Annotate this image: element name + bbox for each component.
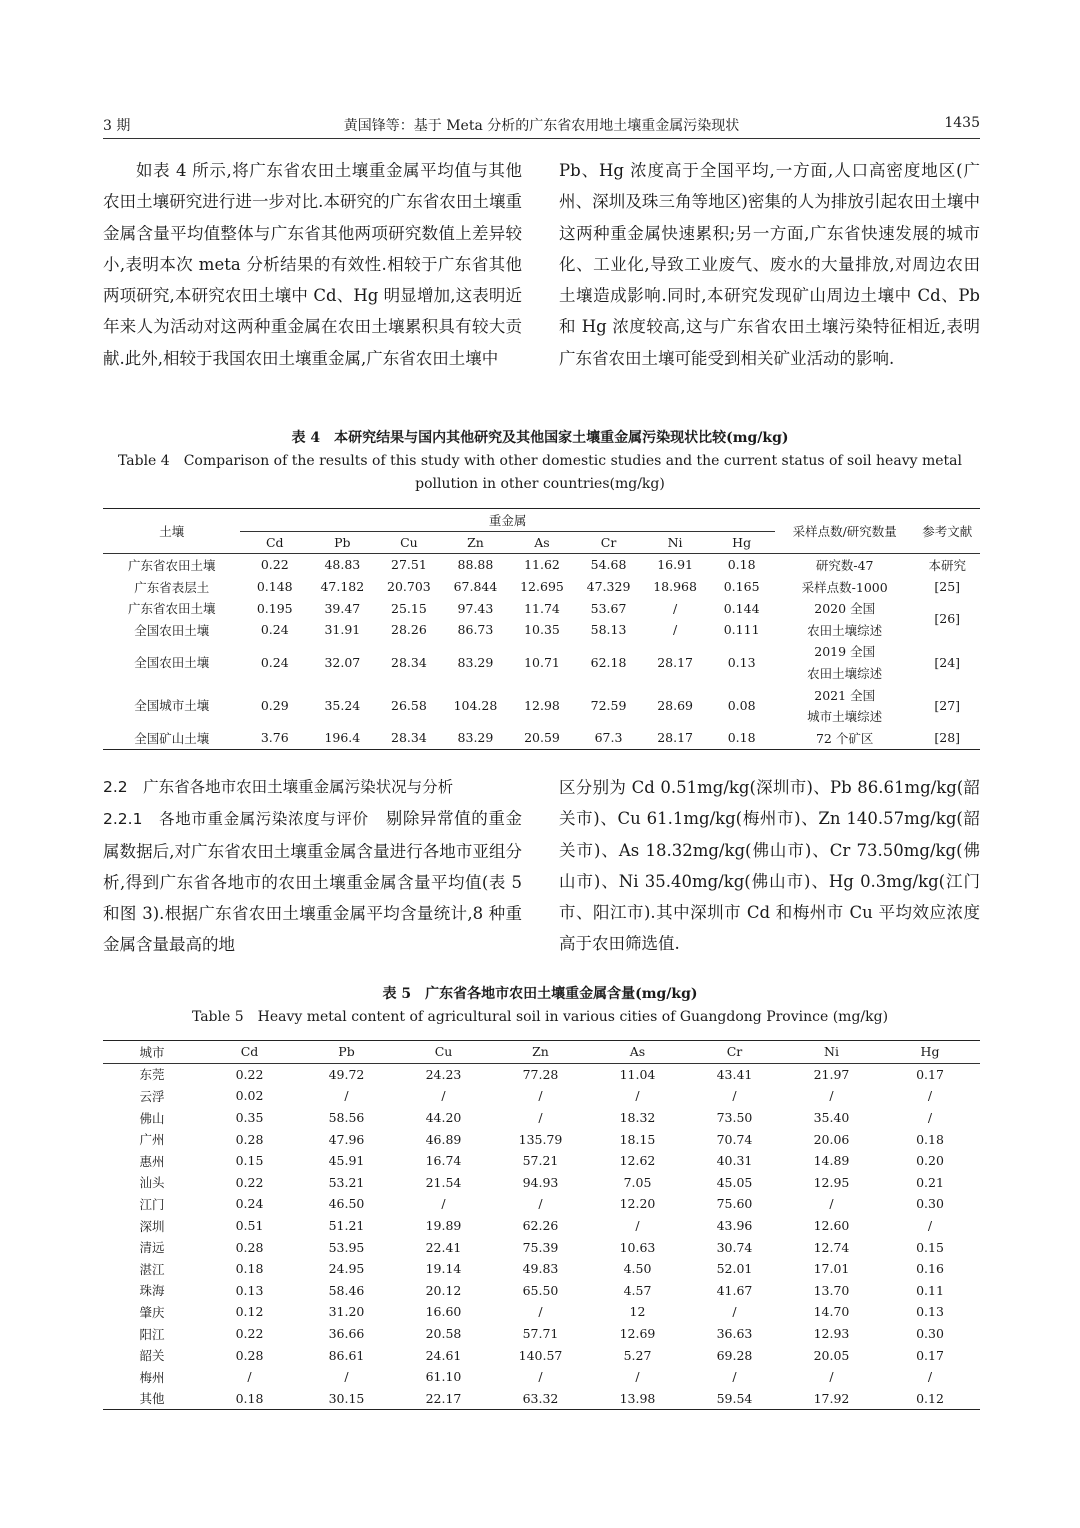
table5-cell: 17.92: [813, 1390, 850, 1406]
table5-cell: /: [538, 1369, 543, 1385]
body-left-column-1: [103, 155, 522, 374]
table5-cell: 0.28: [235, 1131, 264, 1147]
table5-cell: 13.98: [619, 1390, 656, 1406]
table5-cell-city: 清远: [139, 1240, 165, 1256]
table5-cell: /: [829, 1196, 834, 1212]
table4-cell: 88.88: [457, 557, 494, 573]
table5-row: [103, 1236, 980, 1258]
table5-cell: 0.30: [916, 1196, 944, 1212]
table4-cell-samples: 2021 全国: [814, 687, 876, 703]
table5-cell: 12.93: [813, 1326, 850, 1342]
table5-cell: 62.26: [522, 1218, 559, 1234]
table4-cell: 53.67: [590, 600, 627, 616]
table5-cell: 16.60: [425, 1304, 462, 1320]
table5-cell: 49.83: [522, 1261, 559, 1277]
table4-cell: 28.26: [391, 622, 427, 638]
table5-cell: 46.50: [328, 1196, 365, 1212]
table4-cell: 58.13: [590, 622, 627, 638]
table4-cell-samples: 农田土壤综述: [807, 665, 883, 681]
table4-col-samples: 采样点数/研究数量: [775, 509, 915, 554]
table5-cell: /: [732, 1369, 737, 1385]
table4-cell: 16.91: [657, 557, 693, 573]
table4-cell: 28.34: [391, 654, 427, 670]
table5-cell: 36.63: [716, 1326, 753, 1342]
table5-row: [103, 1366, 980, 1388]
table4-cell: 0.22: [260, 557, 289, 573]
table4-metal-header: Pb: [309, 531, 376, 554]
table4-cell-ref: [25]: [934, 579, 961, 595]
table5-cell: 57.71: [522, 1326, 559, 1342]
table5-cell: 0.22: [235, 1174, 264, 1190]
table4-cell-soil: 全国城市土壤: [134, 698, 210, 714]
table5-cell: 59.54: [716, 1390, 753, 1406]
table4-cell: 12.695: [520, 579, 564, 595]
table4-cell: 86.73: [457, 622, 494, 638]
table5-cell: 31.20: [328, 1304, 365, 1320]
table4-cell: 3.76: [260, 730, 289, 746]
table4-cell: 10.35: [524, 622, 560, 638]
table4-header-row-1: [103, 509, 980, 532]
table4-cell-soil: 广东省农田土壤: [127, 601, 216, 617]
table5-row: [103, 1150, 980, 1172]
table5-cell-city: 汕头: [139, 1175, 165, 1191]
table5-cell: 51.21: [328, 1218, 365, 1234]
table5-cell: /: [538, 1110, 543, 1126]
table5-cell: 14.70: [813, 1304, 850, 1320]
table5-cell: /: [732, 1088, 737, 1104]
table5-cell: 12.69: [619, 1326, 656, 1342]
table4-cell-ref: [26]: [934, 611, 961, 627]
table5-cell: 41.67: [716, 1282, 753, 1298]
table5-cell-city: 珠海: [139, 1283, 165, 1299]
running-header: [103, 112, 980, 139]
table5-cell: 5.27: [623, 1347, 652, 1363]
table5-header-cell: Cd: [201, 1041, 298, 1064]
table4-cell-samples: 2019 全国: [814, 644, 876, 660]
table5-cell: 12.62: [619, 1153, 656, 1169]
table5-cell: 53.21: [328, 1174, 365, 1190]
table5-row: [103, 1301, 980, 1323]
table4-metal-header: Hg: [708, 531, 775, 554]
table5-cell: /: [247, 1369, 252, 1385]
table5-cell-city: 湛江: [139, 1261, 165, 1277]
table4-cell: 54.68: [590, 557, 627, 573]
table5-cell: /: [635, 1369, 640, 1385]
table5-cell-city: 深圳: [139, 1218, 165, 1234]
table5-row: [103, 1085, 980, 1107]
table5-cell: 24.95: [328, 1261, 365, 1277]
table-4: [103, 508, 980, 750]
subsection-text: 剔除异常值的重金属数据后,对广东省农田土壤重金属含量进行各地市亚组分析,得到广东省各地市的农田土壤重金属含量平均值(表 5 和图 3).根据广东省农田土壤重金属平均含量统计,8 种重金属含量最高的地: [103, 809, 523, 955]
table4-cell: 28.17: [657, 730, 693, 746]
table5-cell: 75.39: [522, 1239, 559, 1255]
table4-cell: 0.24: [260, 622, 289, 638]
table5-row: [103, 1388, 980, 1410]
table5-caption-en: Table 5 Heavy metal content of agricultural soil in various cities of Guangdong Province (mg/kg): [191, 1009, 889, 1025]
table4-cell: 47.182: [320, 579, 365, 595]
table4-cell-samples: 2020 全国: [814, 601, 876, 617]
table4-cell: 0.111: [723, 622, 760, 638]
table5-cell: 0.16: [916, 1261, 944, 1277]
table5-row: [103, 1193, 980, 1215]
table4-cell: 28.34: [391, 730, 427, 746]
table5-cell: 0.17: [916, 1347, 944, 1363]
table5-cell: 45.05: [716, 1174, 753, 1190]
table5-row: [103, 1107, 980, 1129]
table5-cell-city: 广州: [139, 1132, 165, 1148]
table5-cell: 0.18: [235, 1261, 264, 1277]
table5-header-cell: Pb: [298, 1041, 395, 1064]
table5-cell-city: 肇庆: [139, 1304, 165, 1320]
table5-cell: 0.28: [235, 1347, 264, 1363]
subsection-heading: 2.2.1 各地市重金属污染浓度与评价: [103, 810, 369, 829]
table5-cell: 49.72: [328, 1066, 365, 1082]
table4-cell-soil: 全国矿山土壤: [134, 730, 210, 746]
table4-cell: 0.08: [727, 697, 756, 713]
table4-cell-samples: 研究数-47: [815, 557, 874, 573]
table4-cell: /: [672, 622, 678, 638]
table4-cell-ref: 本研究: [928, 557, 966, 573]
table5-cell: 4.57: [623, 1282, 652, 1298]
table5-cell: 135.79: [518, 1131, 563, 1147]
table4-cell: 39.47: [324, 600, 361, 616]
table5-header-cell: Hg: [880, 1041, 980, 1064]
table5-cell: 0.21: [916, 1174, 944, 1190]
table5-cell: 0.17: [916, 1066, 944, 1082]
table5-cell: 11.04: [619, 1066, 656, 1082]
table5-cell: /: [441, 1196, 446, 1212]
table5-cell: 18.15: [619, 1131, 656, 1147]
table5-cell: 12: [629, 1304, 646, 1320]
table4-cell: 0.144: [723, 600, 760, 616]
table5-cell-city: 佛山: [139, 1110, 165, 1126]
table5-cell: 0.30: [916, 1326, 944, 1342]
table4-cell: 32.07: [324, 654, 361, 670]
table5-cell: 22.17: [425, 1390, 462, 1406]
table5-header-row: [103, 1041, 980, 1064]
table5-cell: 0.12: [916, 1390, 944, 1406]
table4-cell: 27.51: [391, 557, 427, 573]
table4-cell-soil: 广东省农田土壤: [127, 557, 216, 573]
table5-cell: 43.41: [716, 1066, 753, 1082]
table4-cell: 72.59: [590, 697, 627, 713]
table5-cell: 63.32: [522, 1390, 559, 1406]
table5-cell: 65.50: [522, 1282, 559, 1298]
table5-row: [103, 1063, 980, 1085]
table4-metal-header: Ni: [642, 531, 709, 554]
table5-cell: 73.50: [716, 1110, 753, 1126]
body-right-column-2: [559, 772, 980, 960]
table5-cell: 0.51: [235, 1218, 264, 1234]
table5-cell: 0.15: [916, 1239, 944, 1255]
table5-row: [103, 1258, 980, 1280]
table5-cell: /: [927, 1088, 933, 1104]
table4-cell: 12.98: [524, 697, 560, 713]
table5-cell: /: [344, 1088, 349, 1104]
table4-cell: 67.844: [453, 579, 498, 595]
table4-cell: 25.15: [391, 600, 427, 616]
table5-cell: /: [732, 1304, 737, 1320]
table5-cell: 45.91: [328, 1153, 365, 1169]
table5-cell: 86.61: [328, 1347, 365, 1363]
table5-cell: 44.20: [425, 1110, 462, 1126]
table4-cell: 20.59: [524, 730, 560, 746]
table5-header-cell: Zn: [492, 1041, 589, 1064]
table5-cell: 4.50: [623, 1261, 652, 1277]
paragraph-table4-intro: 如表 4 所示,将广东省农田土壤重金属平均值与其他农田土壤研究进行进一步对比.本研究的广东省农田土壤重金属含量平均值整体与广东省其他两项研究数值上差异较小,表明本次 meta 分析结果的有效性.相较于广东省其他两项研究,本研究农田土壤中 Cd、Hg 明显增加,这表明近年来人为活动对这两种重金属在农田土壤累积具有较大贡献.此外,相较于我国农田土壤重金属,广东省农田土壤中: [103, 161, 522, 368]
table5-cell: 77.28: [522, 1066, 559, 1082]
table5-cell: /: [538, 1196, 543, 1212]
table5-cell-city: 江门: [139, 1196, 165, 1212]
table4-cell: 0.13: [727, 654, 756, 670]
table5-cell: 13.70: [813, 1282, 850, 1298]
table5-cell: /: [538, 1088, 543, 1104]
table5-cell: /: [829, 1369, 834, 1385]
table5-cell: 18.32: [619, 1110, 656, 1126]
table4-cell: 62.18: [590, 654, 627, 670]
table5-cell: 0.18: [916, 1131, 944, 1147]
table5-cell: 20.58: [425, 1326, 462, 1342]
table4-cell: 28.17: [657, 654, 693, 670]
table5-cell: /: [927, 1218, 933, 1234]
table5-cell: 0.02: [235, 1088, 264, 1104]
page-number: 1435: [944, 115, 980, 131]
table4-cell: 0.24: [260, 654, 289, 670]
table5-cell: 12.20: [619, 1196, 656, 1212]
table5-cell: /: [927, 1110, 933, 1126]
section-text-continued: 区分别为 Cd 0.51mg/kg(深圳市)、Pb 86.61mg/kg(韶关市)、Cu 61.1mg/kg(梅州市)、Zn 140.57mg/kg(韶关市)、As 18.32mg/kg(佛山市)、Cr 73.50mg/kg(佛山市)、Ni 35.40mg/kg(佛山市)、Hg 0.3mg/kg(江门市、阳江市).其中深圳市 Cd 和梅州市 Cu 平均效应浓度高于农田筛选值.: [559, 778, 980, 954]
table5-cell: /: [635, 1088, 640, 1104]
table5-cell: 0.20: [916, 1153, 944, 1169]
table4-row: [103, 619, 980, 641]
table5-cell: 10.63: [619, 1239, 656, 1255]
table4-cell-samples: 采样点数-1000: [801, 579, 888, 595]
table5-cell: 58.56: [328, 1110, 365, 1126]
table5-cell-city: 东莞: [139, 1067, 165, 1083]
table5-cell: 47.96: [328, 1131, 365, 1147]
body-left-column-2: [103, 772, 522, 961]
table5-cell: 43.96: [716, 1218, 753, 1234]
table5-row: [103, 1280, 980, 1302]
table4-cell-samples: 农田土壤综述: [807, 622, 883, 638]
table5-cell-city: 梅州: [139, 1369, 165, 1385]
table4-cell: 11.74: [524, 600, 560, 616]
table5-cell: 0.28: [235, 1239, 264, 1255]
table4-metal-header: Cu: [376, 531, 443, 554]
table5-caption-cn: 表 5 广东省各地市农田土壤重金属含量(mg/kg): [382, 986, 698, 1002]
table4-row: [103, 727, 980, 749]
table4-cell: 35.24: [324, 697, 361, 713]
table5-cell: 0.13: [235, 1282, 264, 1298]
table5-cell: 36.66: [328, 1326, 365, 1342]
table4-cell: 97.43: [457, 600, 494, 616]
table5-cell: 53.95: [328, 1239, 365, 1255]
table4-cell: 104.28: [453, 697, 498, 713]
table5-cell: 0.24: [235, 1196, 264, 1212]
table5-row: [103, 1128, 980, 1150]
table4-cell: 0.148: [256, 579, 293, 595]
table5-cell: 24.61: [425, 1347, 462, 1363]
table4-col-metal-group: 重金属: [240, 509, 775, 532]
table5-cell: 0.18: [235, 1390, 264, 1406]
table5-cell: 75.60: [716, 1196, 753, 1212]
table4-cell-ref: [27]: [934, 697, 961, 713]
table4-cell-ref: [24]: [934, 654, 961, 670]
table5-cell: /: [829, 1088, 834, 1104]
table5-cell: 0.13: [916, 1304, 944, 1320]
table4-row: [103, 597, 980, 619]
table5-cell: 58.46: [328, 1282, 365, 1298]
table4-cell: 0.18: [727, 730, 756, 746]
paragraph-table4-continued: Pb、Hg 浓度高于全国平均,一方面,人口高密度地区(广州、深圳及珠三角等地区)密集的人为排放引起农田土壤中这两种重金属快速累积;另一方面,广东省快速发展的城市化、工业化,导致工业废气、废水的大量排放,对周边农田土壤造成影响.同时,本研究发现矿山周边土壤中 Cd、Pb 和 Hg 浓度较高,这与广东省农田土壤污染特征相近,表明广东省农田土壤可能受到相关矿业活动的影响.: [559, 161, 980, 368]
table4-cell: 83.29: [457, 654, 494, 670]
table5-cell: 20.06: [813, 1131, 850, 1147]
table4-cell: 20.703: [387, 579, 431, 595]
table5-cell-city: 韶关: [139, 1348, 165, 1364]
table5-cell: 52.01: [716, 1261, 753, 1277]
table5-cell: 40.31: [716, 1153, 753, 1169]
table4-cell: 10.71: [524, 654, 560, 670]
table4-row: [103, 554, 980, 576]
table4-cell-soil: 全国农田土壤: [134, 622, 210, 638]
table4-cell: 28.69: [657, 697, 693, 713]
table4-cell: 31.91: [324, 622, 361, 638]
table4-metal-header: Cd: [240, 531, 309, 554]
table4-cell: 48.83: [324, 557, 361, 573]
subsection-paragraph: [103, 803, 522, 960]
table5-header-cell: As: [589, 1041, 686, 1064]
table5-row: [103, 1344, 980, 1366]
table5-cell-city: 阳江: [139, 1326, 165, 1342]
table5-cell: 57.21: [522, 1153, 559, 1169]
table5-cell: 35.40: [813, 1110, 850, 1126]
table4-cell: 67.3: [594, 730, 623, 746]
table4-row: [103, 576, 980, 598]
table5-cell: 19.14: [425, 1261, 462, 1277]
table4-col-ref: 参考文献: [914, 509, 980, 554]
table4-cell-ref: [28]: [934, 730, 961, 746]
table5-cell: 17.01: [813, 1261, 850, 1277]
table4-metal-header: Cr: [575, 531, 642, 554]
table4-row: [103, 641, 980, 663]
table5-cell: 0.15: [235, 1153, 264, 1169]
table5-cell: 21.97: [813, 1066, 850, 1082]
table5-cell: 16.74: [425, 1153, 462, 1169]
running-title: 黄国锋等：基于 Meta 分析的广东省农用地土壤重金属污染现状: [343, 118, 740, 134]
table5-header-cell: Cr: [686, 1041, 783, 1064]
table5-cell: 0.11: [916, 1282, 944, 1298]
table4-cell: 0.195: [256, 600, 293, 616]
table4-metal-header: Zn: [442, 531, 509, 554]
table5-cell: 0.22: [235, 1066, 264, 1082]
table5-cell: 69.28: [716, 1347, 753, 1363]
table4-cell: 83.29: [457, 730, 494, 746]
table4-cell-samples: 72 个矿区: [815, 730, 874, 746]
table5-cell: 0.35: [235, 1110, 264, 1126]
table5-cell: 12.95: [813, 1174, 850, 1190]
table4-cell: 0.165: [723, 579, 760, 595]
table4-cell-soil: 广东省表层土: [134, 579, 210, 595]
table5-cell: 20.12: [425, 1282, 462, 1298]
table4-cell: 0.29: [260, 697, 289, 713]
body-right-column-1: [559, 155, 980, 374]
table5-cell: 12.74: [813, 1239, 850, 1255]
table5-cell: 61.10: [425, 1369, 462, 1385]
table4-col-soil: 土壤: [103, 509, 240, 554]
table4-caption-en: Table 4 Comparison of the results of this study with other domestic studies and the current status of soil heavy metal pollution in other countries(mg/kg): [118, 453, 962, 492]
table5-row: [103, 1172, 980, 1194]
table4-row: [103, 684, 980, 706]
table5-cell: 14.89: [813, 1153, 850, 1169]
table4-cell-soil: 全国农田土壤: [134, 655, 210, 671]
table5-cell-city: 云浮: [139, 1088, 165, 1104]
table4-caption-cn: 表 4 本研究结果与国内其他研究及其他国家土壤重金属污染现状比较(mg/kg): [291, 430, 789, 446]
table4-metal-header: As: [509, 531, 576, 554]
table5-cell-city: 惠州: [139, 1153, 165, 1169]
table5-cell: /: [635, 1218, 640, 1234]
table5-row: [103, 1323, 980, 1345]
issue-number: 3 期: [103, 118, 131, 134]
table5-cell: /: [441, 1088, 446, 1104]
section-heading: 2.2 广东省各地市农田土壤重金属污染状况与分析: [103, 778, 454, 796]
table5-cell: 94.93: [522, 1174, 559, 1190]
table-5: [103, 1040, 980, 1410]
table4-cell: 196.4: [324, 730, 361, 746]
table5-cell: 24.23: [425, 1066, 462, 1082]
table5-cell: 21.54: [425, 1174, 462, 1190]
table5-cell: 22.41: [425, 1239, 462, 1255]
table5-cell: /: [344, 1369, 349, 1385]
table5-cell: 20.05: [813, 1347, 850, 1363]
table5-cell: 0.22: [235, 1326, 264, 1342]
table5-cell: 46.89: [425, 1131, 462, 1147]
table5-body: [103, 1063, 980, 1410]
table5-header-cell: 城市: [103, 1041, 201, 1064]
table4-cell: /: [672, 600, 678, 616]
table4-cell: 11.62: [524, 557, 560, 573]
table4-cell: 0.18: [727, 557, 756, 573]
table5-cell-city: 其他: [139, 1391, 165, 1407]
table4-cell: 47.329: [586, 579, 631, 595]
table5-cell: /: [927, 1369, 933, 1385]
table5-header-cell: Cu: [395, 1041, 492, 1064]
table5-cell: 0.12: [235, 1304, 264, 1320]
table5-cell: 7.05: [623, 1174, 652, 1190]
table5-cell: 30.74: [716, 1239, 753, 1255]
table4-cell-samples: 城市土壤综述: [807, 709, 883, 725]
table5-row: [103, 1215, 980, 1237]
table4-cell: 26.58: [391, 697, 427, 713]
table4-cell: 18.968: [653, 579, 697, 595]
table5-header-cell: Ni: [783, 1041, 880, 1064]
table5-cell: 19.89: [425, 1218, 462, 1234]
table5-cell: 30.15: [328, 1390, 365, 1406]
table5-cell: 140.57: [518, 1347, 563, 1363]
table5-cell: 12.60: [813, 1218, 850, 1234]
table5-cell: 70.74: [716, 1131, 753, 1147]
table5-cell: /: [538, 1304, 543, 1320]
